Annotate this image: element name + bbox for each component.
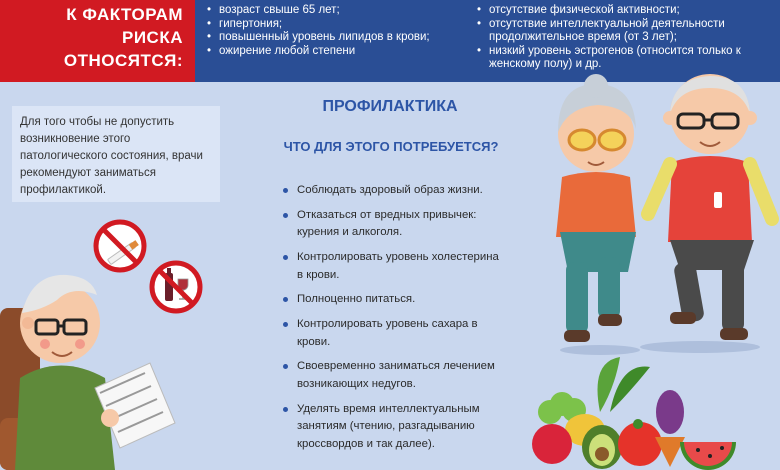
risk-factor-item: • повышенный уровень липидов в крови; xyxy=(207,31,477,45)
prevention-note: Для того чтобы не допустить возникновение этого патологического состояния, врачи рекомендуют заниматься профилактикой. xyxy=(12,106,220,202)
list-item: Полноценно питаться. xyxy=(283,291,508,309)
risk-factor-item: • отсутствие физической активности; xyxy=(477,4,767,18)
list-item: Контролировать уровень сахара в крови. xyxy=(283,316,508,351)
list-item: Уделять время интеллектуальным занятиям (чтению, разгадыванию кроссвордов и так далее). xyxy=(283,401,508,454)
elderly-couple-jogging-illustration xyxy=(540,62,780,362)
list-item: Своевременно заниматься лечением возникающих недугов. xyxy=(283,358,508,393)
risk-factor-item: • низкий уровень эстрогенов (относится только к женскому полу) и др. xyxy=(477,45,767,72)
title-line: РИСКА xyxy=(122,28,183,47)
title-line: ОТНОСЯТСЯ: xyxy=(63,51,183,70)
risk-factor-item: • отсутствие интеллектуальной деятельности продолжительное время (от 3 лет); xyxy=(477,18,767,45)
risk-factors-title xyxy=(0,0,195,82)
list-item: Контролировать уровень холестерина в крови. xyxy=(283,249,508,284)
no-smoking-icon xyxy=(92,218,148,274)
title-line: К ФАКТОРАМ xyxy=(66,5,183,24)
risk-factor-item: • ожирение любой степени xyxy=(207,45,477,59)
grandfather-reading-illustration xyxy=(0,268,210,470)
section-subtitle: ЧТО ДЛЯ ЭТОГО ПОТРЕБУЕТСЯ? xyxy=(283,139,499,154)
risk-factors-column-left xyxy=(207,4,477,82)
vegetables-fruits-illustration xyxy=(530,352,740,470)
prevention-list xyxy=(283,182,508,461)
list-item: Соблюдать здоровый образ жизни. xyxy=(283,182,508,200)
risk-factor-item: • гипертония; xyxy=(207,18,477,32)
list-item: Отказаться от вредных привычек: курения и алкоголя. xyxy=(283,207,508,242)
risk-factor-item: • возраст свыше 65 лет; xyxy=(207,4,477,18)
section-title: ПРОФИЛАКТИКА xyxy=(322,98,458,115)
